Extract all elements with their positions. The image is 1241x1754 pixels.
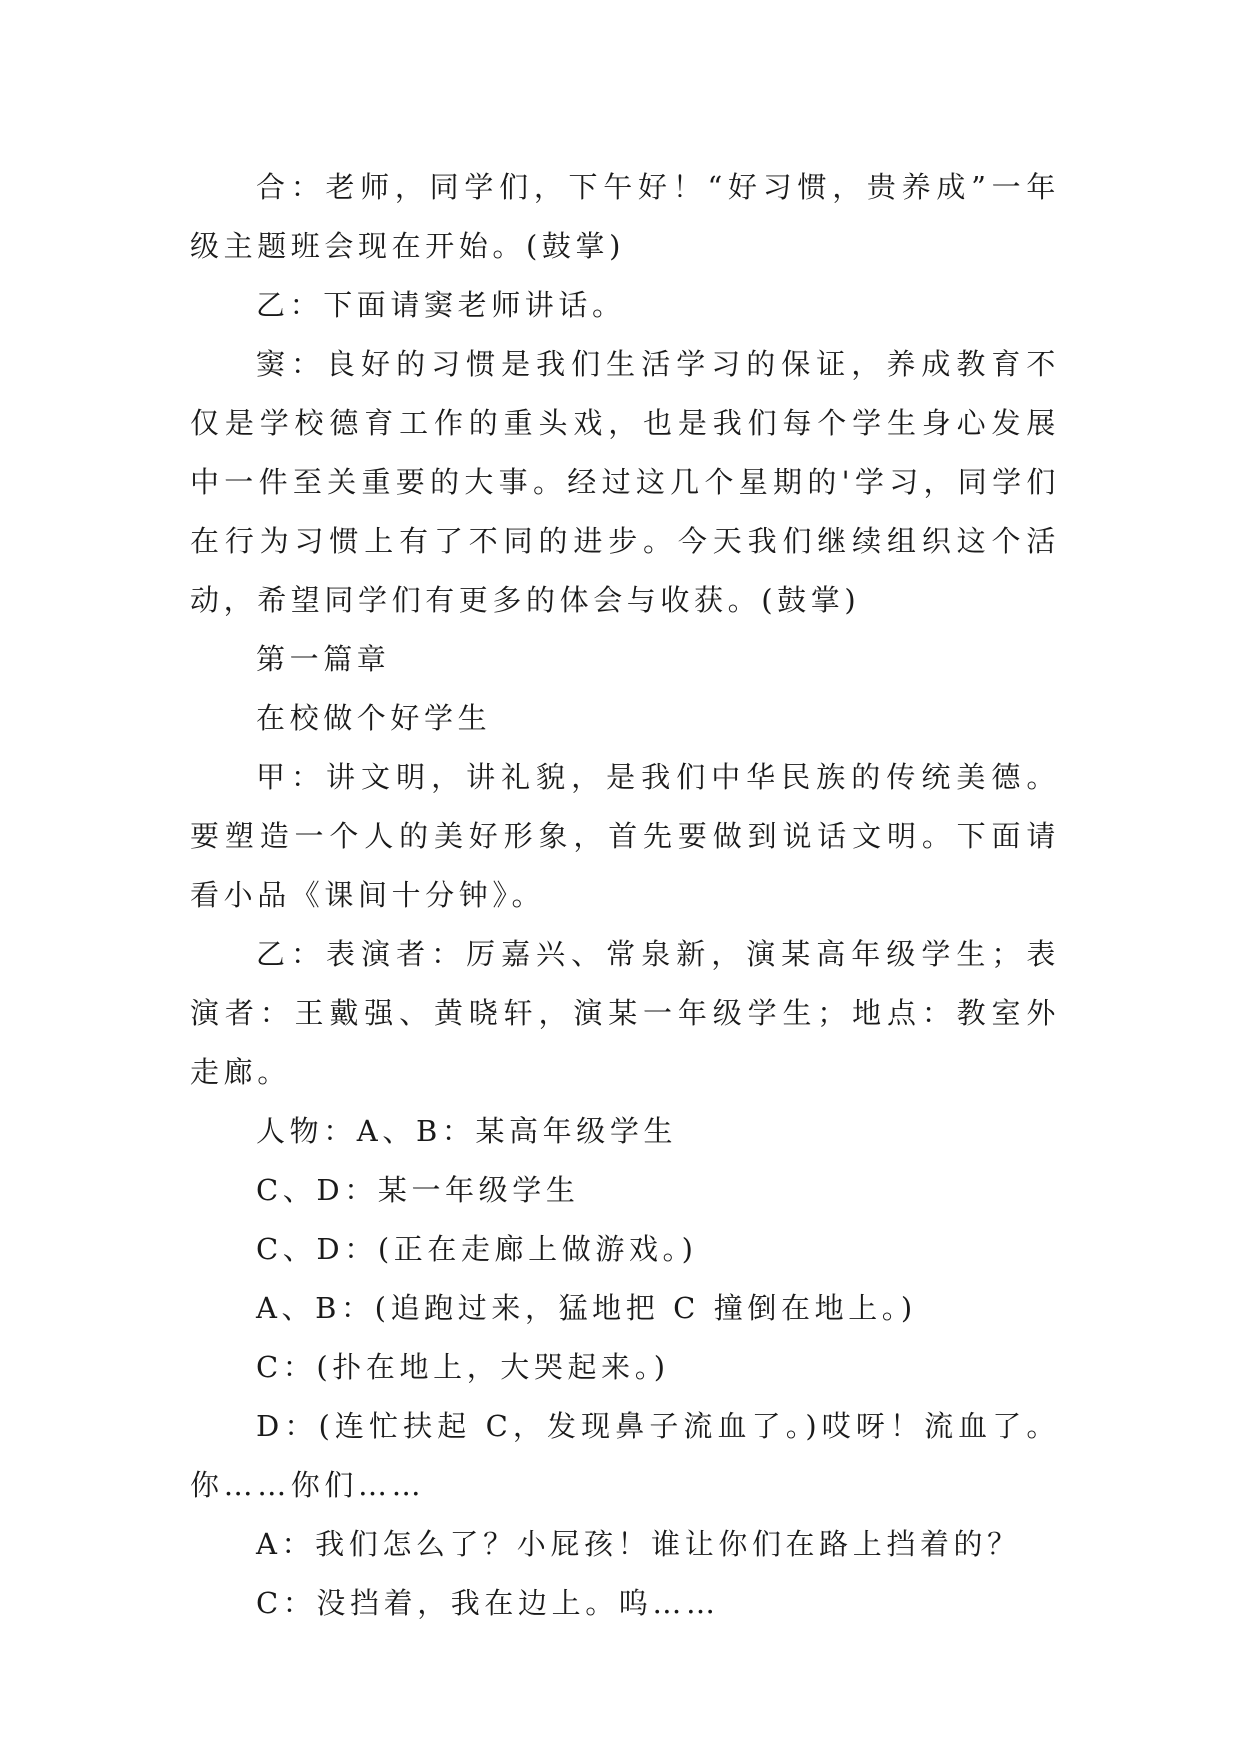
paragraph-crying: C：(扑在地上，大哭起来。): [256, 1350, 670, 1384]
paragraph-collision: A、B：(追跑过来，猛地把 C 撞倒在地上。): [256, 1291, 917, 1325]
paragraph-cast: 乙：表演者：厉嘉兴、常泉新，演某高年级学生；表演者：王戴强、黄晓轩，演某一年级学生；地点：教室外走廊。: [190, 937, 1060, 1089]
paragraph-teacher-speech: 窦：良好的习惯是我们生活学习的保证，养成教育不仅是学校德育工作的重头戏，也是我们每个学生身心发展中一件至关重要的大事。经过这几个星期的'学习，同学们在行为习惯上有了不同的进步。今天我们继续组织这个活动，希望同学们有更多的体会与收获。(鼓掌): [190, 347, 1060, 617]
document-body: [190, 158, 1060, 1633]
paragraph-reply: C：没挡着，我在边上。呜……: [256, 1586, 720, 1620]
chapter-title: 在校做个好学生: [256, 701, 492, 735]
paragraph-civility: 甲：讲文明，讲礼貌，是我们中华民族的传统美德。要塑造一个人的美好形象，首先要做到说话文明。下面请看小品《课间十分钟》。: [190, 760, 1060, 912]
chapter-heading: 第一篇章: [256, 642, 391, 676]
paragraph-retort: A：我们怎么了？小屁孩！谁让你们在路上挡着的？: [256, 1527, 1021, 1561]
paragraph-bleeding: D：(连忙扶起 C，发现鼻子流血了。)哎呀！流血了。你……你们……: [190, 1409, 1060, 1502]
paragraph-stage-direction: C、D：(正在走廊上做游戏。): [256, 1232, 698, 1266]
paragraph-opening: 合：老师，同学们，下午好！“好习惯，贵养成”一年级主题班会现在开始。(鼓掌): [190, 170, 1060, 263]
paragraph-host-intro: 乙：下面请窦老师讲话。: [256, 288, 626, 322]
paragraph-characters-cd: C、D：某一年级学生: [256, 1173, 580, 1207]
paragraph-characters-ab: 人物：A、B：某高年级学生: [256, 1114, 678, 1148]
